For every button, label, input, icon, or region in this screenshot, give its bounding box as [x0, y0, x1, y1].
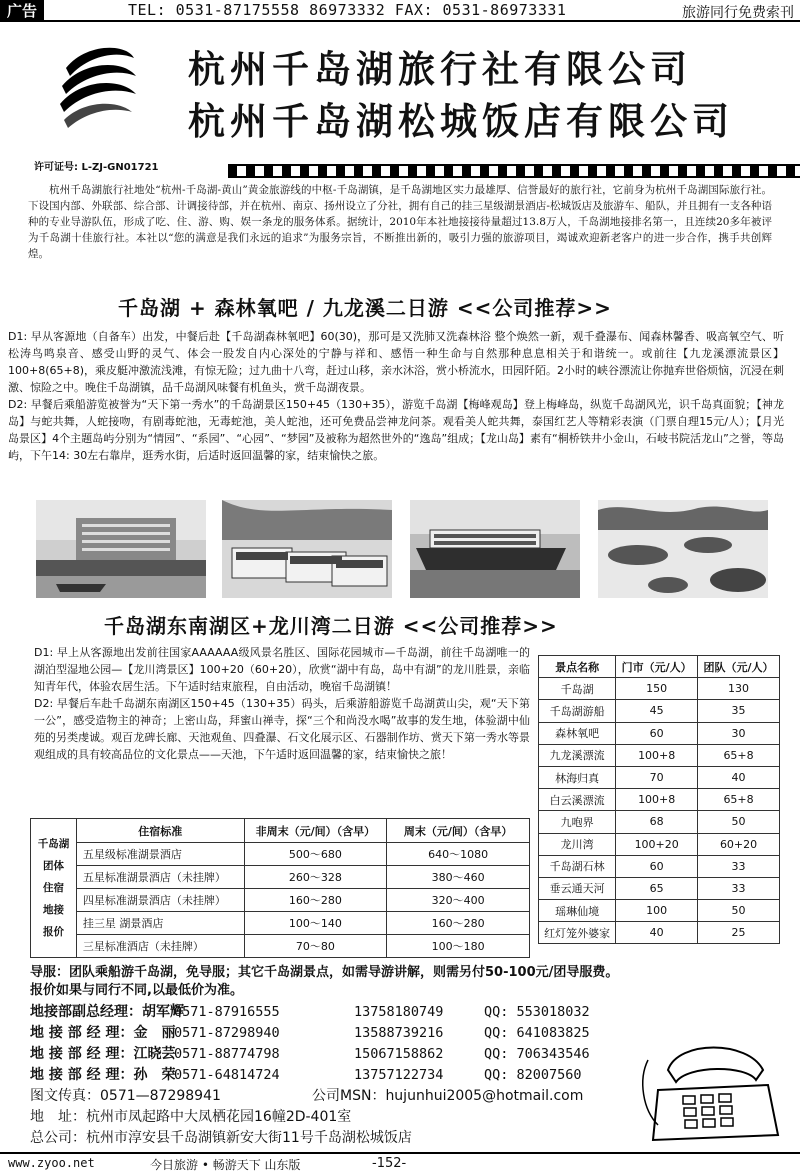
spot-retail: 45	[616, 700, 698, 722]
spot-group: 25	[698, 922, 780, 944]
guide-fee-note: 导服：团队乘船游千岛湖，免导服；其它千岛湖景点，如需导游讲解，则需另付50-100元/团导服费。	[30, 965, 619, 980]
hotel-header-weekday: 非周末（元/间）（含早）	[244, 819, 387, 843]
side-label-line: 住宿	[42, 882, 64, 894]
spot-retail: 68	[616, 811, 698, 833]
spot-group: 130	[698, 678, 780, 700]
contact-label: 地 接 部 经 理：江晓芸	[30, 1046, 176, 1062]
footer	[0, 1152, 800, 1172]
hotel-name: 挂三星 湖景酒店	[76, 912, 244, 935]
table-row	[539, 722, 780, 744]
spot-name: 红灯笼外婆家	[539, 922, 616, 944]
spot-name: 龙川湾	[539, 833, 616, 855]
table-row	[539, 789, 780, 811]
spot-retail: 100	[616, 900, 698, 922]
checker-divider	[228, 164, 800, 178]
spot-group: 60+20	[698, 833, 780, 855]
spot-retail: 65	[616, 877, 698, 899]
spot-price-table	[538, 655, 780, 944]
contact-qq: QQ: 641083825	[484, 1025, 590, 1041]
hotel-weekday-price: 100～140	[244, 912, 387, 935]
contact-tel: 0571-64814724	[174, 1067, 280, 1083]
table-row	[31, 935, 530, 958]
contact-mobile: 13757122734	[354, 1067, 444, 1083]
company-name-hotel: 杭州千岛湖松城饭店有限公司	[188, 100, 734, 143]
address-row	[30, 1107, 590, 1128]
spot-group: 50	[698, 900, 780, 922]
spot-name: 九咆界	[539, 811, 616, 833]
contact-label: 地 接 部 经 理：金 丽	[30, 1025, 176, 1041]
contact-qq: QQ: 706343546	[484, 1046, 590, 1062]
hq-row	[30, 1128, 590, 1149]
spot-header-group: 团队（元/人）	[698, 656, 780, 678]
contact-mobile: 15067158862	[354, 1046, 444, 1062]
header	[0, 30, 800, 176]
hotel-weekend-price: 100～180	[387, 935, 530, 958]
table-row	[31, 889, 530, 912]
telephone-icon	[638, 1030, 788, 1150]
table-row	[539, 922, 780, 944]
contact-tel: 0571-88774798	[174, 1046, 280, 1062]
hotel-name: 五星级标准湖景酒店	[76, 843, 244, 866]
hotel-weekday-price: 260～328	[244, 866, 387, 889]
spot-name: 瑶琳仙境	[539, 900, 616, 922]
spot-group: 35	[698, 700, 780, 722]
hotel-weekend-price: 320～400	[387, 889, 530, 912]
contact-row	[30, 1023, 590, 1044]
table-row	[539, 766, 780, 788]
contact-row	[30, 1065, 590, 1086]
lake-islands-photo	[598, 500, 768, 598]
cruise-ship-photo	[410, 500, 580, 598]
hotel-weekday-price: 70～80	[244, 935, 387, 958]
spot-group: 33	[698, 877, 780, 899]
spot-name: 林海归真	[539, 766, 616, 788]
spot-retail: 70	[616, 766, 698, 788]
company-intro: 杭州千岛湖旅行社地处“杭州-千岛湖-黄山”黄金旅游线的中枢-千岛湖镇，是千岛湖地区实力最雄厚、信誉最好的旅行社，它前身为杭州千岛湖国际旅行社。下设国内部、外联部、综合部、计调接待部，并在杭州、南京、扬州设立了分社，拥有自己的挂三星级湖景酒店-松城饭店及旅游车、船队，并且拥有一支各种语种的专业导游队伍，形成了吃、住、游、购、娱一条龙的服务体系。据统计，2010年本社地接接待量超过13.8万人，千岛湖地接排名第一，且连续20多年被评为千岛湖十佳旅行社。本社以“您的满意是我们永远的追求”为服务宗旨，不断推出新的，吸引力强的旅游项目，竭诚欢迎新老客户的进一步合作，携手共创辉煌。	[28, 184, 772, 260]
hotel-building-photo	[36, 500, 206, 598]
tour2-itinerary	[34, 644, 530, 763]
hotel-name: 三星标准酒店（未挂牌）	[76, 935, 244, 958]
spot-retail: 100+8	[616, 789, 698, 811]
tour2-day1: D1: 早上从客源地出发前往国家AAAAAA级风景名胜区、国际花园城市—千岛湖，前往千岛湖唯一的湖泊型湿地公园—【龙川湾景区】100+20（60+20），欣赏“湖中有岛，岛中有湖”的龙川胜景，亲临知青年代，体验农居生活。下午适时结束旅程，自由活动，晚宿千岛湖镇！	[34, 646, 530, 693]
spot-retail: 100+20	[616, 833, 698, 855]
contact-mobile: 13758180749	[354, 1004, 444, 1020]
contact-qq: QQ: 82007560	[484, 1067, 582, 1083]
spot-group: 65+8	[698, 744, 780, 766]
spot-name: 垂云通天河	[539, 877, 616, 899]
spot-group: 30	[698, 722, 780, 744]
spot-group: 50	[698, 811, 780, 833]
side-label-line: 千岛湖	[37, 838, 70, 850]
hotel-weekend-price: 640～1080	[387, 843, 530, 866]
hotel-weekend-price: 160～280	[387, 912, 530, 935]
footer-site: www.zyoo.net	[8, 1156, 95, 1170]
spot-group: 40	[698, 766, 780, 788]
tour2-title: 千岛湖东南湖区+龙川湾二日游 <<公司推荐>>	[104, 614, 558, 638]
hotel-side-label	[31, 819, 77, 958]
side-label-line: 地接	[42, 904, 64, 916]
contact-label: 地接部副总经理：胡军辉	[30, 1004, 184, 1020]
hotel-weekday-price: 160～280	[244, 889, 387, 912]
table-row	[539, 833, 780, 855]
spot-retail: 40	[616, 922, 698, 944]
side-label-line: 报价	[42, 926, 64, 938]
tour1-day2: D2: 早餐后乘船游览被誉为“天下第一秀水”的千岛湖景区150+45（130+35），游览千岛湖【梅峰观岛】登上梅峰岛，纵览千岛湖风光，识千岛真面貌；【神龙岛】与蛇共舞，人蛇接吻，有剧毒蛇池，无毒蛇池，美人蛇池，还可免费品尝神龙问茶。观看美人蛇共舞，泰国红艺人等精彩表演（门票自理15元/人）；【月光岛景区】4个主题岛屿分别为“情园”、“系园”、“心园”、“梦园”及被称为超然世外的“逸岛”组成；【龙山岛】素有“桐桥铁井小金山，石岐书院活龙山”之誉，等岛屿，下午14: 30左右靠岸，逛秀水街，后适时返回温馨的家，结束愉快之旅。	[8, 398, 784, 462]
address-line: 地 址：杭州市凤起路中大凤栖花园16幢2D-401室	[30, 1109, 352, 1125]
spot-retail: 100+8	[616, 744, 698, 766]
company-name-travel: 杭州千岛湖旅行社有限公司	[188, 48, 692, 91]
msn-line: 公司MSN：hujunhui2005@hotmail.com	[312, 1088, 584, 1104]
hotel-price-table	[30, 818, 530, 958]
fax-line: 图文传真：0571—87298941	[30, 1088, 221, 1104]
spot-name: 森林氧吧	[539, 722, 616, 744]
table-row	[539, 855, 780, 877]
hotel-name: 四星标准湖景酒店（未挂牌）	[76, 889, 244, 912]
contact-tel: 0571-87916555	[174, 1004, 280, 1020]
spot-group: 65+8	[698, 789, 780, 811]
tour1-title: 千岛湖 + 森林氧吧 / 九龙溪二日游 <<公司推荐>>	[118, 296, 612, 320]
top-contact: TEL: 0531-87175558 86973332 FAX: 0531-86973331	[128, 1, 567, 19]
ad-tag: 广告	[0, 0, 44, 22]
contact-row	[30, 1044, 590, 1065]
contact-row	[30, 1002, 590, 1023]
contact-mobile: 13588739216	[354, 1025, 444, 1041]
table-row	[539, 877, 780, 899]
license-number: 许可证号: L-ZJ-GN01721	[34, 162, 159, 173]
table-row	[539, 744, 780, 766]
table-row	[31, 866, 530, 889]
notes	[30, 964, 618, 1000]
table-row	[31, 912, 530, 935]
spot-header-retail: 门市（元/人）	[616, 656, 698, 678]
hotel-weekday-price: 500～680	[244, 843, 387, 866]
tour1-itinerary	[8, 328, 784, 464]
table-row	[539, 700, 780, 722]
photo-strip	[36, 500, 772, 600]
tour2-day2: D2: 早餐后车赴千岛湖东南湖区150+45（130+35）码头，后乘游船游览千岛湖黄山尖，观“天下第一公”，感受造物主的神奇；上密山岛，拜蜜山禅寺，探“三个和尚没水喝”故事的发生地，体验湖中仙苑的另类虔诚。观百龙碑长廊、天池观鱼、四叠瀑、石文化展示区、石器制作坊、赏天下第一秀水等景观组成的具有较高品位的文化景点——天池，下午适时返回温馨的家，结束愉快之旅！	[34, 697, 530, 761]
spot-name: 白云溪漂流	[539, 789, 616, 811]
tour-buses-photo	[222, 500, 392, 598]
spot-retail: 150	[616, 678, 698, 700]
contact-list	[30, 1002, 590, 1149]
table-row	[539, 900, 780, 922]
spot-retail: 60	[616, 722, 698, 744]
footer-slogan: 今日旅游 • 畅游天下 山东版	[150, 1158, 301, 1172]
spot-name: 千岛湖游船	[539, 700, 616, 722]
spot-retail: 60	[616, 855, 698, 877]
table-row	[539, 811, 780, 833]
contact-qq: QQ: 553018032	[484, 1004, 590, 1020]
tour1-day1: D1: 早从客源地（自备车）出发，中餐后赴【千岛湖森林氧吧】60(30)，那可是又洗肺又洗森林浴 整个焕然一新，观千叠瀑布、闻森林馨香、吸高氧空气、听松涛鸟鸣泉音、感受山野的灵气、体会一股发自内心深处的宁静与祥和、感悟一种生命与自然那种息息相关于和谐统一。或前往【九龙溪漂流景区】100+8(65+8)，乘皮艇冲激流浅滩，有惊无险；过九曲十八弯，赶过山移，亲水沐浴，赏小桥流水，田园阡陌。2小时的峡谷漂流让你抛弃世俗烦恼，沉浸在刺激、惊险之中。晚住千岛湖镇，品千岛湖风味餐有机鱼头，赏千岛湖夜景。	[8, 330, 785, 394]
hotel-name: 五星标准湖景酒店（未挂牌）	[76, 866, 244, 889]
fax-msn-row	[30, 1086, 590, 1107]
spot-name: 千岛湖	[539, 678, 616, 700]
hotel-header-weekend: 周末（元/间）（含早）	[387, 819, 530, 843]
spot-group: 33	[698, 855, 780, 877]
page-number: -152-	[372, 1156, 407, 1171]
hotel-header-standard: 住宿标准	[76, 819, 244, 843]
table-row	[539, 678, 780, 700]
spot-name: 千岛湖石林	[539, 855, 616, 877]
hq-line: 总公司：杭州市淳安县千岛湖镇新安大街11号千岛湖松城饭店	[30, 1130, 412, 1146]
contact-label: 地 接 部 经 理：孙 荣	[30, 1067, 176, 1083]
company-logo-icon	[56, 38, 140, 148]
top-bar	[0, 0, 800, 22]
hotel-weekend-price: 380～460	[387, 866, 530, 889]
spot-name: 九龙溪漂流	[539, 744, 616, 766]
contact-tel: 0571-87298940	[174, 1025, 280, 1041]
top-right-note: 旅游同行免费索刊	[682, 5, 794, 21]
side-label-line: 团体	[42, 860, 64, 872]
price-note: 报价如果与同行不同,以最低价为准。	[30, 983, 243, 998]
table-row	[31, 843, 530, 866]
spot-header-name: 景点名称	[539, 656, 616, 678]
